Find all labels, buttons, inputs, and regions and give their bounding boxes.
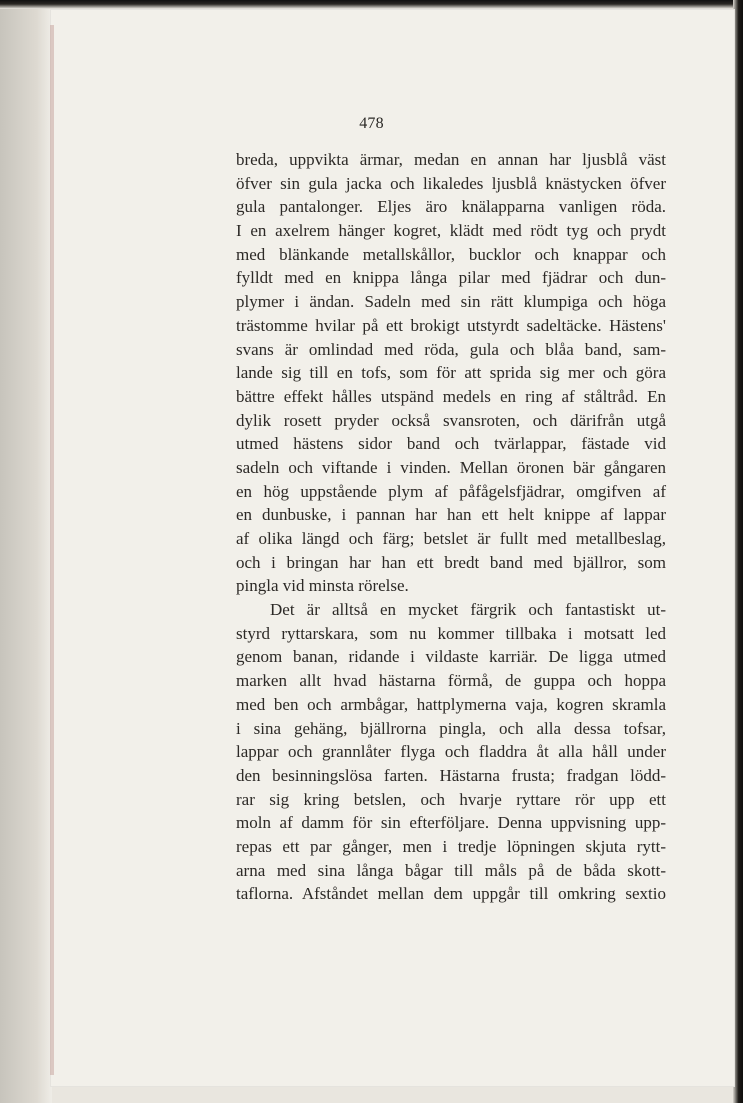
text-line: lappar och grannlåter flyga och fladdra åt alla håll under <box>236 742 666 762</box>
text-line: svans är omlindad med röda, gula och blåa band, sam- <box>236 339 666 359</box>
body-text <box>236 148 666 906</box>
text-line: plymer i ändan. Sadeln med sin rätt klumpiga och höga <box>236 292 666 312</box>
text-line: lande sig till en tofs, som för att sprida sig mer och göra <box>236 363 666 383</box>
text-line: öfver sin gula jacka och likaledes ljusblå knästycken öfver <box>236 173 666 193</box>
text-line: moln af damm för sin efterföljare. Denna uppvisning upp- <box>236 813 666 833</box>
page-shadow-left <box>0 0 52 1103</box>
text-line: fylldt med en knippa långa pilar med fjädrar och dun- <box>236 268 666 288</box>
text-line: en dunbuske, i pannan har han ett helt knippe af lappar <box>236 505 666 525</box>
text-line: repas ett par gånger, men i tredje löpningen skjuta rytt- <box>236 836 666 856</box>
text-line: bättre effekt hålles utspänd medels en ring af ståltråd. En <box>236 386 666 406</box>
binding-mark <box>50 25 54 1075</box>
text-line: i sina gehäng, bjällrorna pingla, och alla dessa tofsar, <box>236 718 666 738</box>
text-line: trästomme hvilar på ett brokigt utstyrdt sadeltäcke. Hästens' <box>236 315 666 335</box>
page-number: 478 <box>359 115 384 132</box>
text-line: marken allt hvad hästarna förmå, de guppa och hoppa <box>236 671 666 691</box>
text-line: styrd ryttarskara, som nu kommer tillbaka i motsatt led <box>236 623 666 643</box>
text-line: sadeln och viftande i vinden. Mellan öronen bär gångaren <box>236 457 666 477</box>
text-line: I en axelrem hänger kogret, klädt med rödt tyg och prydt <box>236 221 666 241</box>
text-line: pingla vid minsta rörelse. <box>236 576 409 596</box>
text-line: af olika längd och färg; betslet är fullt med metallbeslag, <box>236 529 666 548</box>
text-line: den besinningslösa farten. Hästarna frusta; fradgan lödd- <box>236 765 666 785</box>
text-line: gula pantalonger. Eljes äro knälapparna vanligen röda. <box>236 197 666 217</box>
text-line: taflorna. Afståndet mellan dem uppgår till omkring sextio <box>236 884 666 904</box>
text-line: rar sig kring betslen, och hvarje ryttare rör upp ett <box>236 789 666 809</box>
text-line: utmed hästens sidor band och tvärlappar, fästade vid <box>236 434 666 454</box>
text-line: arna med sina långa bågar till måls på de båda skott- <box>236 860 666 880</box>
text-line: med blänkande metallskållor, bucklor och knappar och <box>236 244 666 264</box>
text-line: med ben och armbågar, hattplymerna vaja, kogren skramla <box>236 694 666 714</box>
text-line: en hög uppstående plym af påfågelsfjädrar, omgifven af <box>236 481 666 501</box>
text-line: och i bringan har han ett bredt band med bjällror, som <box>236 552 666 572</box>
text-line: dylik rosett pryder också svansroten, och därifrån utgå <box>236 410 666 430</box>
page-edge-top <box>0 0 743 9</box>
text-line: genom banan, ridande i vildaste karriär. De ligga utmed <box>236 647 666 667</box>
text-line: Det är alltså en mycket färgrik och fantastiskt ut- <box>270 600 666 620</box>
text-line: breda, uppvikta ärmar, medan en annan har ljusblå väst <box>236 150 666 169</box>
